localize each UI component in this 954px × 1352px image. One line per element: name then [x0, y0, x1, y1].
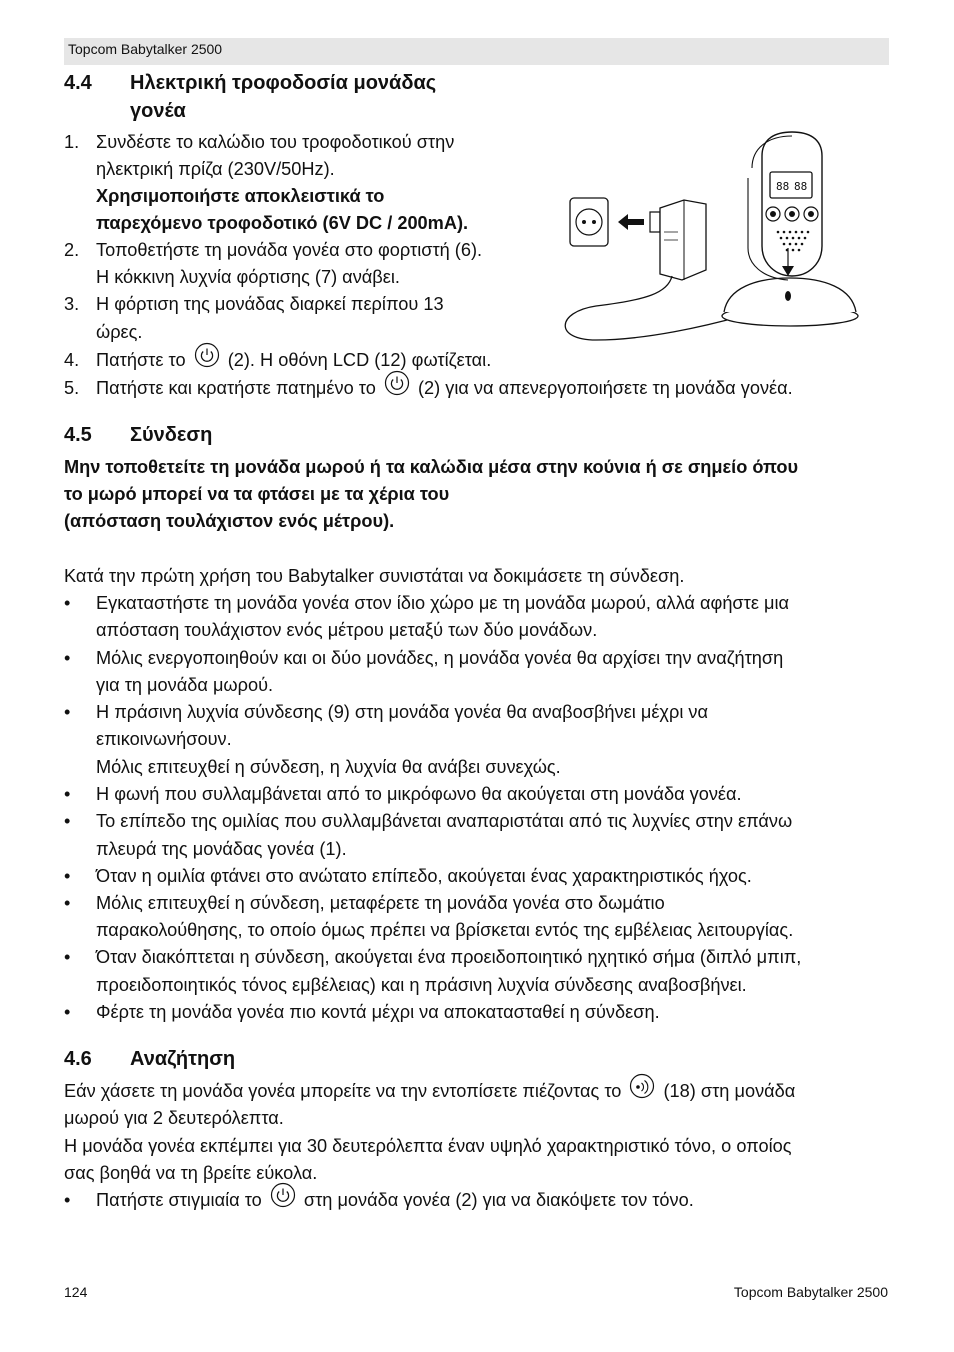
section-number: 4.6 — [64, 1048, 92, 1070]
section-title: Αναζήτηση — [130, 1048, 236, 1070]
list-item-text: Η φόρτιση της μονάδας διαρκεί περίπου 13 — [96, 294, 444, 314]
page-header — [64, 38, 889, 65]
bullet-text: Η πράσινη λυχνία σύνδεσης (9) στη μονάδα γονέα θα αναβοσβήνει μέχρι να — [96, 702, 709, 722]
text-post: (18) στη μονάδα — [663, 1081, 796, 1101]
bullet-text: Μόλις επιτευχθεί η σύνδεση, η λυχνία θα ανάβει συνεχώς. — [96, 757, 561, 777]
intro-paragraph: Κατά την πρώτη χρήση του Babytalker συνιστάται να δοκιμάσετε τη σύνδεση. — [64, 566, 685, 586]
header-title: Topcom Babytalker 2500 — [68, 41, 223, 57]
bullet-text: Εγκαταστήστε τη μονάδα γονέα στον ίδιο χώρο με τη μονάδα μωρού, αλλά αφήστε μια — [96, 593, 790, 613]
text-post: στη μονάδα γονέα (2) για να διακόψετε τον τόνο. — [303, 1190, 694, 1210]
power-icon — [384, 370, 410, 402]
bullet-text: Όταν διακόπτεται η σύνδεση, ακούγεται ένα προειδοποιητικό ηχητικό σήμα (διπλό μπιπ, — [96, 947, 802, 967]
bullet-text: παρακολούθησης, το οποίο όμως πρέπει να βρίσκεται εντός της εμβέλειας λειτουργίας. — [96, 920, 794, 940]
bullet-marker: • — [64, 866, 71, 886]
bullet-text: Όταν η ομιλία φτάνει στο ανώτατο επίπεδο, ακούγεται ένας χαρακτηριστικός ήχος. — [96, 866, 752, 886]
bullet-text — [96, 1188, 694, 1214]
text-pre: Εάν χάσετε τη μονάδα γονέα μπορείτε να την εντοπίσετε πιέζοντας το — [64, 1081, 622, 1101]
list-item-text — [96, 348, 491, 374]
charger-illustration — [556, 128, 876, 348]
bullet-marker: • — [64, 784, 71, 804]
svg-text:88: 88 — [794, 180, 808, 193]
list-number: 4. — [64, 350, 80, 370]
bullet-text: για τη μονάδα μωρού. — [96, 675, 274, 695]
section-title-line1: Ηλεκτρική τροφοδοσία μονάδας — [130, 72, 437, 94]
bullet-text: απόσταση τουλάχιστον ενός μέτρου μεταξύ των δύο μονάδων. — [96, 620, 598, 640]
paragraph-line: σας βοηθά να τη βρείτε εύκολα. — [64, 1163, 318, 1183]
bullet-text: Το επίπεδο της ομιλίας που συλλαμβάνεται αναπαριστάται από τις λυχνίες στην επάνω — [96, 811, 793, 831]
power-icon — [194, 342, 220, 374]
list-number: 5. — [64, 378, 80, 398]
list-item-warning: Χρησιμοποιήστε αποκλειστικά το — [96, 186, 385, 206]
list-item-text: Συνδέστε το καλώδιο του τροφοδοτικού στην — [96, 132, 455, 152]
paging-icon — [629, 1073, 655, 1105]
bullet-marker: • — [64, 811, 71, 831]
list-item-warning: παρεχόμενο τροφοδοτικό (6V DC / 200mA). — [96, 213, 469, 233]
bullet-text: Η φωνή που συλλαμβάνεται από το μικρόφωνο θα ακούγεται στη μονάδα γονέα. — [96, 784, 742, 804]
list-number: 2. — [64, 240, 80, 260]
list-item-text — [96, 376, 793, 402]
bullet-text: επικοινωνήσουν. — [96, 729, 232, 749]
paragraph-line: μωρού για 2 δευτερόλεπτα. — [64, 1108, 284, 1128]
list-item-text: ηλεκτρική πρίζα (230V/50Hz). — [96, 159, 335, 179]
bullet-marker: • — [64, 702, 71, 722]
list-number: 1. — [64, 132, 80, 152]
bullet-text: Μόλις ενεργοποιηθούν και οι δύο μονάδες, η μονάδα γονέα θα αρχίσει την αναζήτηση — [96, 648, 784, 668]
list-item-text: Η κόκκινη λυχνία φόρτισης (7) ανάβει. — [96, 267, 400, 287]
bullet-marker: • — [64, 1002, 71, 1022]
paragraph-line: Η μονάδα γονέα εκπέμπει για 30 δευτερόλεπτα έναν υψηλό χαρακτηριστικό τόνο, ο οποίος — [64, 1136, 792, 1156]
section-title-line2: γονέα — [130, 100, 186, 122]
bullet-marker: • — [64, 947, 71, 967]
text-pre: Πατήστε και κρατήστε πατημένο το — [96, 378, 376, 398]
bullet-marker: • — [64, 648, 71, 668]
bullet-text: Φέρτε τη μονάδα γονέα πιο κοντά μέχρι να αποκατασταθεί η σύνδεση. — [96, 1002, 660, 1022]
page-number: 124 — [64, 1284, 88, 1300]
section-4-6-heading — [64, 1048, 464, 1076]
text-pre: Πατήστε στιγμιαία το — [96, 1190, 262, 1210]
warning-text: το μωρό μπορεί να τα φτάσει με τα χέρια του — [64, 484, 450, 504]
section-4-4-heading — [64, 72, 664, 132]
bullet-text: Μόλις επιτευχθεί η σύνδεση, μεταφέρετε τη μονάδα γονέα στο δωμάτιο — [96, 893, 665, 913]
section-number: 4.4 — [64, 72, 92, 94]
bullet-marker: • — [64, 593, 71, 613]
power-icon — [270, 1182, 296, 1214]
bullet-marker: • — [64, 893, 71, 913]
section-4-5-heading — [64, 424, 464, 452]
text-post: (2). Η οθόνη LCD (12) φωτίζεται. — [227, 350, 492, 370]
warning-text: (απόσταση τουλάχιστον ενός μέτρου). — [64, 511, 395, 531]
section-number: 4.5 — [64, 424, 92, 446]
text-pre: Πατήστε το — [96, 350, 186, 370]
list-item-text: ώρες. — [96, 322, 143, 342]
svg-text:88: 88 — [776, 180, 790, 193]
paragraph-line — [64, 1079, 795, 1105]
bullet-text: πλευρά της μονάδας γονέα (1). — [96, 839, 347, 859]
section-title: Σύνδεση — [130, 424, 213, 446]
list-number: 3. — [64, 294, 80, 314]
warning-text: Μην τοποθετείτε τη μονάδα μωρού ή τα καλώδια μέσα στην κούνια ή σε σημείο όπου — [64, 457, 799, 477]
footer-title: Topcom Babytalker 2500 — [733, 1284, 888, 1300]
list-item-text: Τοποθετήστε τη μονάδα γονέα στο φορτιστή (6). — [96, 240, 483, 260]
bullet-text: προειδοποιητικός τόνος εμβέλειας) και η πράσινη λυχνία σύνδεσης αναβοσβήνει. — [96, 975, 747, 995]
bullet-marker: • — [64, 1190, 71, 1210]
text-post: (2) για να απενεργοποιήσετε τη μονάδα γονέα. — [417, 378, 793, 398]
